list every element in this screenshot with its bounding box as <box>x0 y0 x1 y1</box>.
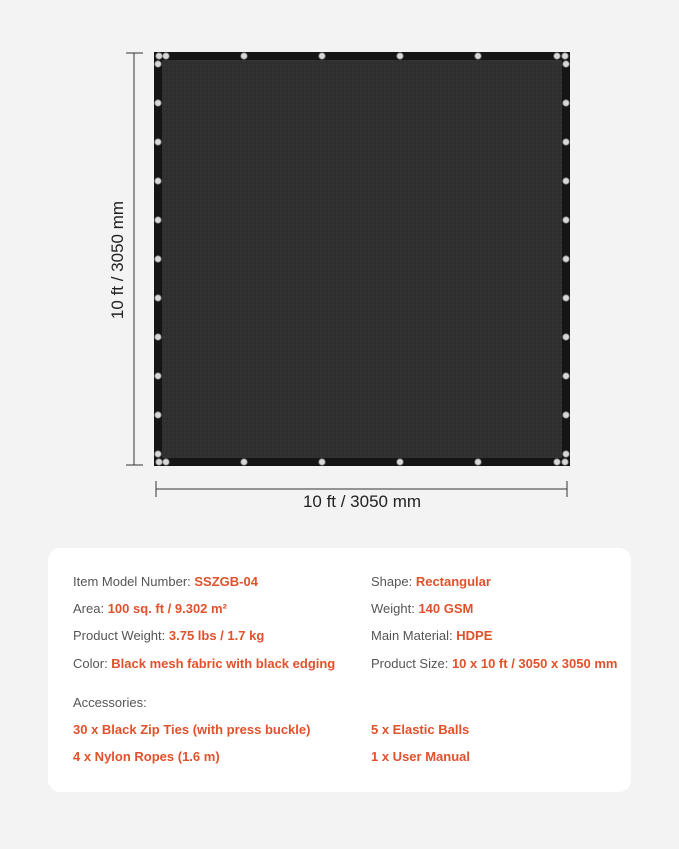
spec-product-size <box>371 656 617 671</box>
spec-area <box>73 601 227 616</box>
accessories-heading: Accessories: <box>73 695 147 710</box>
grommet <box>155 412 161 418</box>
grommet <box>563 178 569 184</box>
spec-label: Product Size: <box>371 656 452 671</box>
grommet <box>241 53 247 59</box>
accessory-item: 1 x User Manual <box>371 749 470 764</box>
grommet <box>155 100 161 106</box>
grommet <box>156 53 162 59</box>
spec-material <box>371 628 492 643</box>
grommet <box>155 217 161 223</box>
spec-model <box>73 574 258 589</box>
grommet <box>163 459 169 465</box>
spec-label: Shape: <box>371 574 416 589</box>
accessory-item: 5 x Elastic Balls <box>371 722 470 737</box>
grommet <box>563 451 569 457</box>
grommet <box>241 459 247 465</box>
grommet <box>155 451 161 457</box>
accessory-item: 4 x Nylon Ropes (1.6 m) <box>73 749 220 764</box>
grommet <box>155 295 161 301</box>
grommet <box>562 459 568 465</box>
grommet <box>562 53 568 59</box>
grommet <box>563 217 569 223</box>
grommet <box>155 178 161 184</box>
grommet <box>319 53 325 59</box>
spec-color <box>73 656 335 671</box>
grommet <box>155 256 161 262</box>
spec-value: HDPE <box>456 628 493 643</box>
grommet <box>155 373 161 379</box>
grommet <box>397 459 403 465</box>
grommet <box>563 100 569 106</box>
spec-weight <box>371 601 473 616</box>
spec-label: Item Model Number: <box>73 574 195 589</box>
grommet <box>155 139 161 145</box>
grommet <box>319 459 325 465</box>
spec-value: Rectangular <box>415 574 491 589</box>
spec-label: Area: <box>73 601 108 616</box>
grommet <box>554 53 560 59</box>
grommet <box>563 139 569 145</box>
grommet <box>155 334 161 340</box>
grommet <box>155 61 161 67</box>
grommet <box>475 459 481 465</box>
mesh-fabric <box>162 60 562 458</box>
grommet <box>563 412 569 418</box>
spec-value: Black mesh fabric with black edging <box>111 656 336 671</box>
spec-value: 140 GSM <box>418 601 474 616</box>
grommet <box>563 256 569 262</box>
width-dimension-label: 10 ft / 3050 mm <box>302 492 422 511</box>
spec-value: SSZGB-04 <box>194 574 258 589</box>
spec-label: Weight: <box>371 601 419 616</box>
grommet <box>163 53 169 59</box>
height-dimension-line <box>126 53 143 465</box>
spec-card <box>48 548 631 792</box>
height-dimension-label: 10 ft / 3050 mm <box>108 200 127 320</box>
spec-label: Color: <box>73 656 112 671</box>
spec-value: 10 x 10 ft / 3050 x 3050 mm <box>451 656 618 671</box>
grommet <box>563 334 569 340</box>
spec-value: 100 sq. ft / 9.302 m² <box>107 601 227 616</box>
accessory-item: 30 x Black Zip Ties (with press buckle) <box>73 722 311 737</box>
spec-shape <box>371 574 491 589</box>
grommet <box>475 53 481 59</box>
grommet <box>397 53 403 59</box>
grommet <box>563 373 569 379</box>
grommet <box>156 459 162 465</box>
grommet <box>554 459 560 465</box>
spec-product-weight <box>73 628 264 643</box>
grommet <box>563 295 569 301</box>
spec-label: Main Material: <box>371 628 457 643</box>
spec-label: Product Weight: <box>73 628 169 643</box>
spec-value: 3.75 lbs / 1.7 kg <box>168 628 265 643</box>
grommet <box>563 61 569 67</box>
